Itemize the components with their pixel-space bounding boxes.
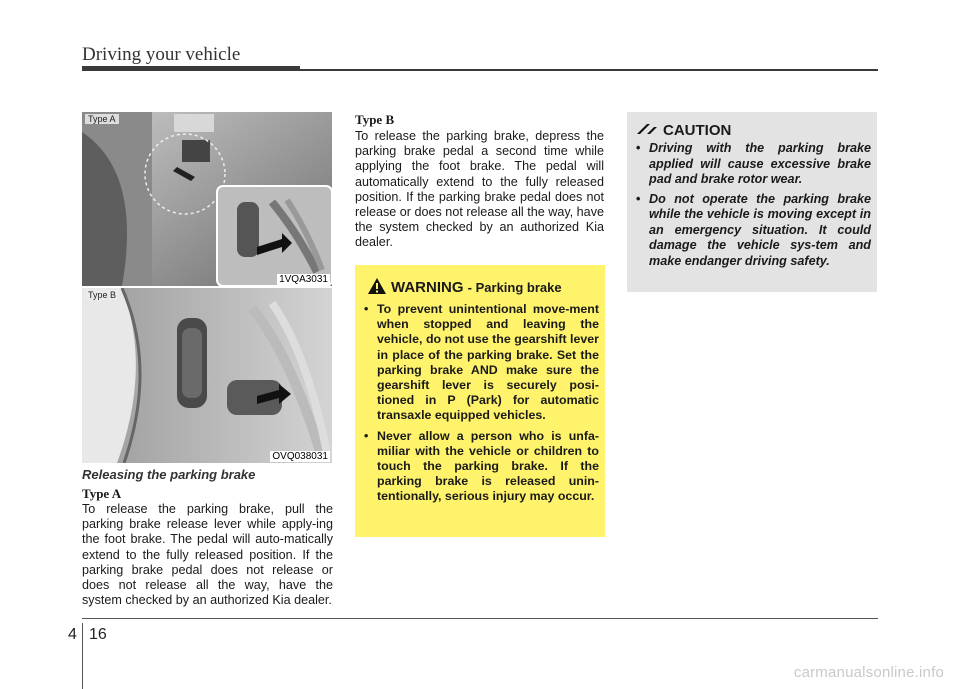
warning-title-row <box>391 279 562 296</box>
section-heading: Releasing the parking brake <box>82 467 256 482</box>
photo-type-b <box>82 288 332 463</box>
figure-code-type-b: OVQ038031 <box>272 451 328 462</box>
warning-list <box>363 302 599 510</box>
figure-label-type-a: Type A <box>85 114 119 124</box>
page-header-title: Driving your vehicle <box>82 44 241 65</box>
footer-divider <box>82 623 83 689</box>
warning-icon <box>367 277 387 295</box>
caution-item <box>635 141 871 188</box>
type-a-body: To release the parking brake, pull the parking brake release lever while apply-ing the foot brake. The pedal will auto-matically extend to the fully released position. If the parking brake pedal does not release or does not release all the way, have the system checked by an authorized Kia dealer. <box>82 502 333 608</box>
caution-item-text: Driving with the parking brake applied will cause excessive brake pad and brake rotor wear. <box>649 141 871 186</box>
warning-subtitle: - Parking brake <box>467 280 562 295</box>
header-rule <box>82 66 300 71</box>
chapter-number: 4 <box>68 626 77 643</box>
watermark: carmanualsonline.info <box>793 664 944 681</box>
page-number: 16 <box>89 626 107 643</box>
warning-item <box>363 429 599 505</box>
bullet-icon: • <box>636 141 641 155</box>
caution-box <box>627 112 877 292</box>
type-a-heading: Type A <box>82 486 122 501</box>
caution-list <box>635 141 871 273</box>
photo-type-a <box>82 112 332 286</box>
photo-type-b-illustration <box>82 288 332 463</box>
warning-item <box>363 302 599 424</box>
type-b-body: To release the parking brake, depress the parking brake pedal a second time while applying the foot brake. The pedal will automatically extend to the fully released position. If the parking brake pedal does not release or does not release all the way, have the system checked by an authorized Kia dealer. <box>355 129 604 250</box>
bullet-icon: • <box>636 191 641 206</box>
warning-item-text: Never allow a person who is unfa-miliar with the vehicle or children to touch the parking brake. If the parking brake is released unin-tentionally, serious injury may occur. <box>377 428 599 504</box>
footer-rule <box>82 618 878 619</box>
caution-item-text: Do not operate the parking brake while the vehicle is moving except in an emergency situation. It could damage the vehicle sys-tem and make endanger driving safety. <box>649 191 871 268</box>
photo-type-a-illustration <box>82 112 332 286</box>
bullet-icon: • <box>364 302 369 316</box>
warning-title: WARNING <box>391 279 464 296</box>
figure-code-type-a: 1VQA3031 <box>279 274 328 285</box>
caution-title: CAUTION <box>663 122 732 139</box>
bullet-icon: • <box>364 428 369 443</box>
type-b-heading: Type B <box>355 112 395 127</box>
caution-icon <box>635 123 657 135</box>
warning-box <box>355 265 605 537</box>
figure-label-type-b: Type B <box>85 290 119 300</box>
caution-item <box>635 192 871 270</box>
warning-item-text: To prevent unintentional move-ment when stopped and leaving the vehicle, do not use the gearshift lever in place of the parking brake. Set the parking brake AND make sure the gearshift lever is securely posi-tioned in P (Park) for automatic transaxle equipped vehicles. <box>377 302 599 423</box>
header-rule-thin <box>300 69 878 71</box>
